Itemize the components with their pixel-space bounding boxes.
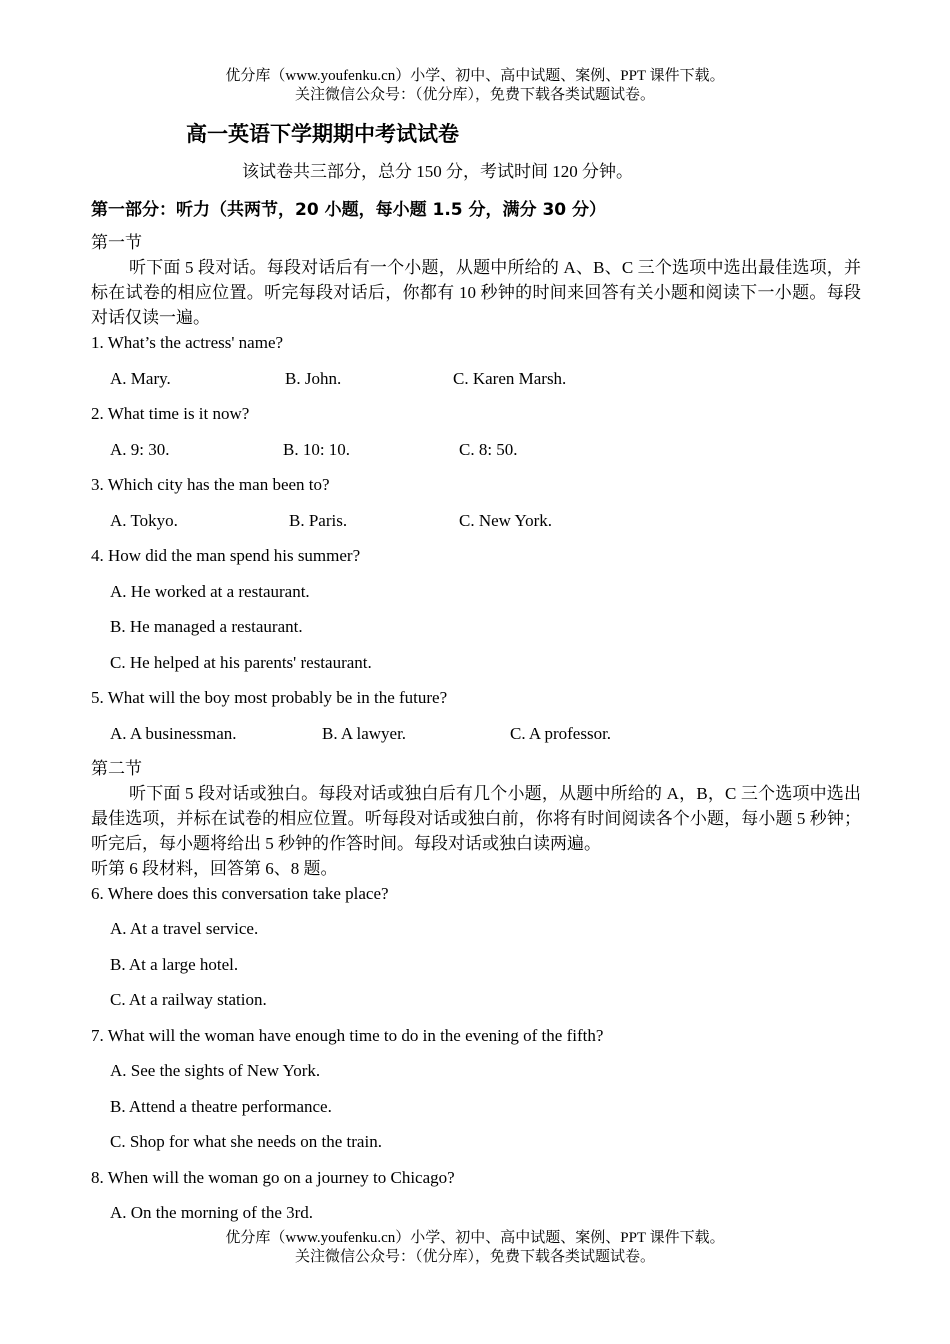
q7-option-a: A. See the sights of New York. xyxy=(110,1061,321,1080)
q5-option-b: B. A lawyer. xyxy=(322,724,407,743)
question-3: 3. Which city has the man been to? xyxy=(91,475,330,494)
exam-intro: 该试卷共三部分，总分 150 分，考试时间 120 分钟。 xyxy=(242,162,633,181)
section2-label: 第二节 xyxy=(91,759,142,778)
q5-option-c: C. A professor. xyxy=(510,724,612,743)
question-4: 4. How did the man spend his summer? xyxy=(91,546,361,565)
q2-option-b: B. 10: 10. xyxy=(283,440,351,459)
question-5: 5. What will the boy most probably be in the future? xyxy=(91,688,448,707)
q2-option-c: C. 8: 50. xyxy=(459,440,518,459)
q4-option-a: A. He worked at a restaurant. xyxy=(110,582,310,601)
question-2: 2. What time is it now? xyxy=(91,404,250,423)
q4-option-c: C. He helped at his parents' restaurant. xyxy=(110,653,372,672)
exam-title: 高一英语下学期期中考试试卷 xyxy=(186,122,459,146)
q4-option-b: B. He managed a restaurant. xyxy=(110,617,303,636)
q6-option-a: A. At a travel service. xyxy=(110,919,259,938)
section1-label: 第一节 xyxy=(91,233,142,252)
header-line-2: 关注微信公众号：（优分库），免费下载各类试题试卷。 xyxy=(294,87,655,103)
q5-option-a: A. A businessman. xyxy=(110,724,237,743)
q7-option-b: B. Attend a theatre performance. xyxy=(110,1097,332,1116)
section2-instructions: 听下面 5 段对话或独白。每段对话或独白后有几个小题，从题中所给的 A，B，C 三个选项中选出最佳选项，并标在试卷的相应位置。听每段对话或独白前，你将有时间阅读各个小题，每小题 5 秒钟；听完后，每小题将给出 5 秒钟的作答时间。每段对话或独白读两遍。 xyxy=(91,784,861,853)
header-line-1: 优分库（www.youfenku.cn）小学、初中、高中试题、案例、PPT 课件下载。 xyxy=(225,68,725,84)
q3-option-b: B. Paris. xyxy=(289,511,348,530)
question-7: 7. What will the woman have enough time to do in the evening of the fifth? xyxy=(91,1026,604,1045)
footer-line-2: 关注微信公众号：（优分库），免费下载各类试题试卷。 xyxy=(294,1249,655,1265)
q2-option-a: A. 9: 30. xyxy=(110,440,170,459)
part1-heading: 第一部分：听力（共两节，20 小题，每小题 1.5 分，满分 30 分） xyxy=(91,200,607,220)
section1-instructions: 听下面 5 段对话。每段对话后有一个小题，从题中所给的 A、B、C 三个选项中选出最佳选项，并标在试卷的相应位置。听完每段对话后，你都有 10 秒钟的时间来回答有关小题和阅读下一小题。每段对话仅读一遍。 xyxy=(91,258,861,327)
q3-option-c: C. New York. xyxy=(459,511,553,530)
question-6: 6. Where does this conversation take place? xyxy=(91,884,389,903)
q6-option-c: C. At a railway station. xyxy=(110,990,267,1009)
section2-lead: 听第 6 段材料，回答第 6、8 题。 xyxy=(91,859,338,878)
question-8: 8. When will the woman go on a journey to Chicago? xyxy=(91,1168,455,1187)
footer-line-1: 优分库（www.youfenku.cn）小学、初中、高中试题、案例、PPT 课件下载。 xyxy=(225,1230,725,1246)
q6-option-b: B. At a large hotel. xyxy=(110,955,239,974)
q7-option-c: C. Shop for what she needs on the train. xyxy=(110,1132,382,1151)
q8-option-a: A. On the morning of the 3rd. xyxy=(110,1203,314,1222)
q1-option-b: B. John. xyxy=(285,369,342,388)
q1-option-a: A. Mary. xyxy=(110,369,171,388)
q3-option-a: A. Tokyo. xyxy=(110,511,178,530)
question-1: 1. What’s the actress' name? xyxy=(91,333,284,352)
q1-option-c: C. Karen Marsh. xyxy=(453,369,567,388)
